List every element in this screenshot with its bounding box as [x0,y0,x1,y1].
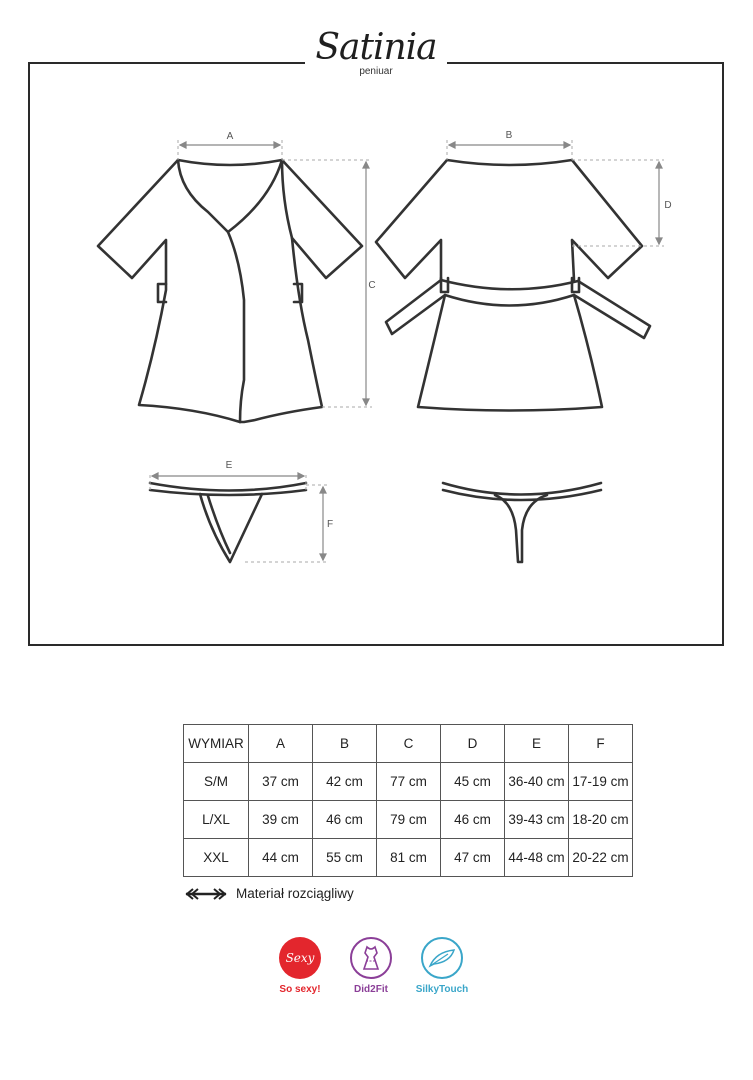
table-cell: L/XL [184,801,249,839]
table-cell: 81 cm [377,839,441,877]
badge-label: SilkyTouch [415,984,469,995]
thong-back-drawing [443,483,601,562]
table-cell: 45 cm [441,763,505,801]
table-row [184,801,633,839]
dimension-label-a: A [226,131,234,142]
table-cell: 44 cm [249,839,313,877]
dimension-label-b: B [505,130,513,141]
table-header-cell: A [249,725,313,763]
stretch-note-text: Materiał rozciągliwy [236,886,354,901]
brand-subtitle: peniuar [359,66,393,77]
table-cell: 37 cm [249,763,313,801]
dimension-label-d: D [664,200,672,211]
stretch-arrow-icon [184,887,228,901]
dimension-label-f: F [326,519,334,530]
size-table [183,724,633,877]
table-cell: 55 cm [313,839,377,877]
table-cell: 47 cm [441,839,505,877]
feature-badges [0,937,753,1007]
table-cell: XXL [184,839,249,877]
table-cell: 46 cm [313,801,377,839]
table-cell: 44-48 cm [505,839,569,877]
table-header-cell: B [313,725,377,763]
robe-front-drawing [98,160,362,422]
dress-icon [350,937,392,979]
table-cell: 17-19 cm [569,763,633,801]
table-header-cell: WYMIAR [184,725,249,763]
badge-did2fit [331,937,411,995]
table-cell: 36-40 cm [505,763,569,801]
sexy-icon-text: Sexy [285,951,315,965]
brand-name: Satinia [315,27,437,68]
feather-icon [421,937,463,979]
table-cell: S/M [184,763,249,801]
table-cell: 18-20 cm [569,801,633,839]
badge-label: So sexy! [279,984,321,995]
table-cell: 20-22 cm [569,839,633,877]
table-header-cell: F [569,725,633,763]
thong-front-drawing [150,483,306,562]
dimension-label-e: E [225,460,233,471]
table-cell: 39 cm [249,801,313,839]
table-header-row [184,725,633,763]
badge-label: Did2Fit [354,984,388,995]
table-row [184,839,633,877]
table-row [184,763,633,801]
table-cell: 39-43 cm [505,801,569,839]
table-header-cell: E [505,725,569,763]
stretch-note [184,886,354,901]
badge-so-sexy [260,937,340,995]
sexy-icon [279,937,321,979]
table-header-cell: D [441,725,505,763]
robe-back-drawing [376,160,650,411]
table-cell: 77 cm [377,763,441,801]
table-cell: 42 cm [313,763,377,801]
table-cell: 46 cm [441,801,505,839]
dimension-label-c: C [368,280,376,291]
table-header-cell: C [377,725,441,763]
badge-silkytouch [402,937,482,995]
table-cell: 79 cm [377,801,441,839]
